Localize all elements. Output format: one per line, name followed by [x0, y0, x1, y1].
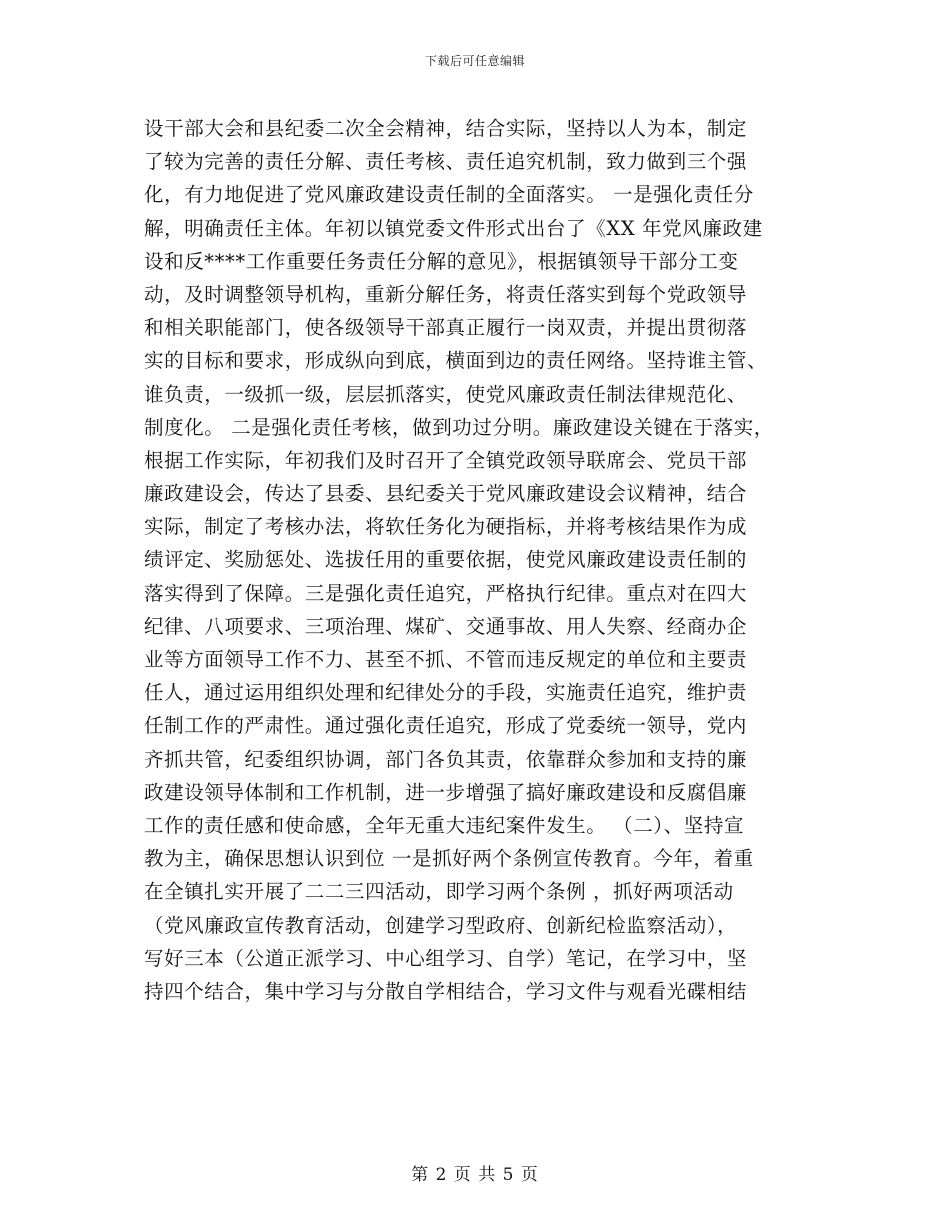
body-line: 工作的责任感和使命感，全年无重大违纪案件发生。 （二）、坚持宣 — [144, 813, 745, 837]
body-line: 动，及时调整领导机构，重新分解任务，将责任落实到每个党政领导 — [144, 282, 748, 306]
body-line: 在全镇扎实开展了二二三四活动，即学习两个条例 ，抓好两项活动 — [144, 880, 734, 904]
body-line: 化，有力地促进了党风廉政建设责任制的全面落实。 一是强化责任分 — [144, 183, 754, 207]
body-text — [144, 112, 816, 1008]
page-header: 下载后可任意编辑 — [424, 54, 525, 68]
body-line: 落实得到了保障。三是强化责任追究，严格执行纪律。重点对在四大 — [144, 581, 748, 605]
body-line: 齐抓共管，纪委组织协调，部门各负其责，依靠群众参加和支持的廉 — [144, 747, 748, 771]
body-line: 廉政建设会，传达了县委、县纪委关于党风廉政建设会议精神，结合 — [144, 482, 748, 506]
body-line: （党风廉政宣传教育活动，创建学习型政府、创新纪检监察活动）， — [144, 913, 738, 937]
body-line: 任制工作的严肃性。通过强化责任追究，形成了党委统一领导，党内 — [144, 714, 748, 738]
body-line: 任人，通过运用组织处理和纪律处分的手段，实施责任追究，维护责 — [144, 681, 748, 705]
body-line: 解，明确责任主体。年初以镇党委文件形式出台了《XX 年党风廉政建 — [144, 216, 763, 240]
body-line: 根据工作实际，年初我们及时召开了全镇党政领导联席会、党员干部 — [144, 448, 748, 472]
body-line: 谁负责，一级抓一级，层层抓落实，使党风廉政责任制法律规范化、 — [144, 382, 748, 406]
body-line: 了较为完善的责任分解、责任考核、责任追究机制，致力做到三个强 — [144, 150, 748, 174]
body-line: 绩评定、奖励惩处、选拔任用的重要依据，使党风廉政建设责任制的 — [144, 548, 748, 572]
body-line: 实的目标和要求，形成纵向到底，横面到边的责任网络。坚持谁主管、 — [144, 349, 768, 373]
body-line: 设和反****工作重要任务责任分解的意见》，根据镇领导干部分工变 — [144, 249, 739, 273]
body-line: 业等方面领导工作不力、甚至不抓、不管而违反规定的单位和主要责 — [144, 648, 748, 671]
body-line: 设干部大会和县纪委二次全会精神，结合实际，坚持以人为本，制定 — [144, 117, 748, 140]
body-line: 实际，制定了考核办法，将软任务化为硬指标，并将考核结果作为成 — [144, 515, 748, 539]
body-line: 教为主，确保思想认识到位 一是抓好两个条例宣传教育。今年，着重 — [144, 847, 754, 871]
body-line: 持四个结合，集中学习与分散自学相结合，学习文件与观看光碟相结 — [144, 979, 748, 1003]
page-footer: 第 2 页 共 5 页 — [411, 1165, 539, 1185]
body-line: 纪律、八项要求、三项治理、煤矿、交通事故、用人失察、经商办企 — [144, 614, 748, 638]
body-line: 政建设领导体制和工作机制，进一步增强了搞好廉政建设和反腐倡廉 — [144, 780, 748, 804]
body-line: 写好三本（公道正派学习、中心组学习、自学）笔记，在学习中，坚 — [144, 946, 748, 970]
body-line: 制度化。 二是强化责任考核，做到功过分明。廉政建设关键在于落实， — [144, 415, 774, 439]
body-line: 和相关职能部门，使各级领导干部真正履行一岗双责，并提出贯彻落 — [144, 316, 748, 340]
